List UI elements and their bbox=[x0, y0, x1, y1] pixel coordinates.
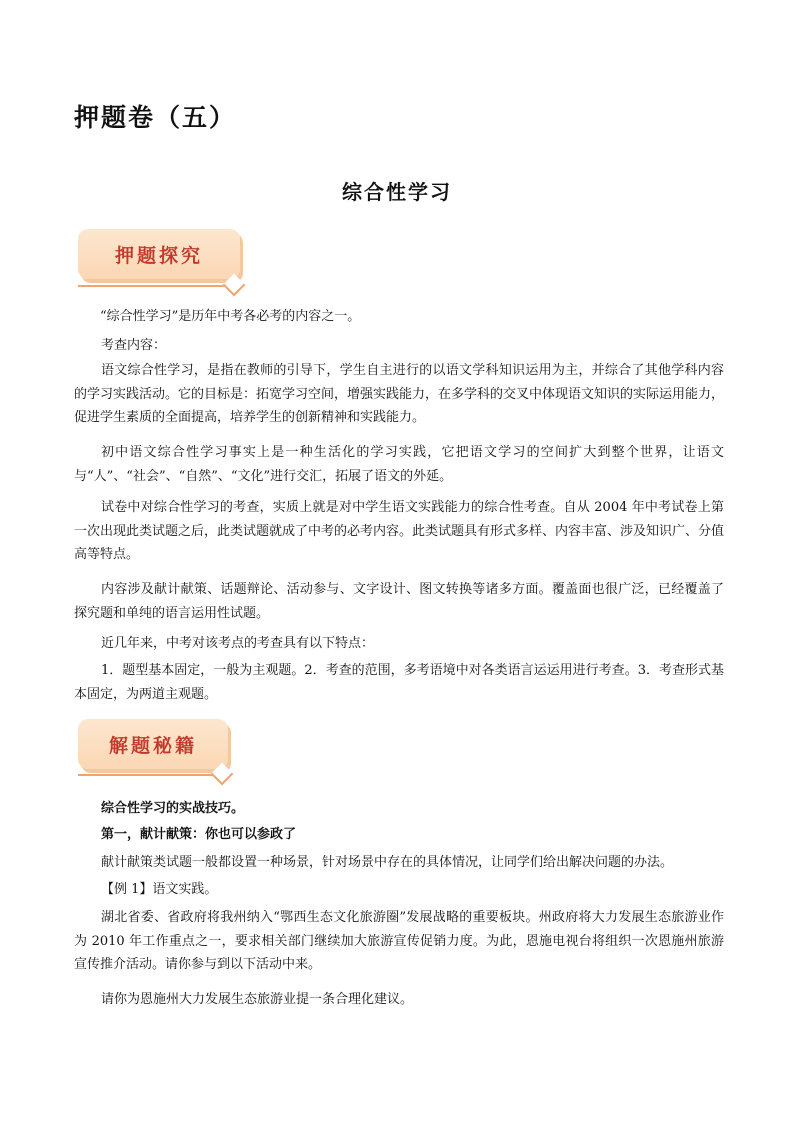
tag-underline bbox=[78, 285, 243, 287]
scope-paragraph: 内容涉及献计献策、话题辩论、活动参与、文字设计、图文转换等诸多方面。覆盖面也很广泛，已经覆盖了探究题和单纯的语言运用性试题。 bbox=[74, 582, 724, 621]
section-tag-tips: 解题秘籍 bbox=[78, 719, 228, 769]
section-tag-explore: 押题探究 bbox=[78, 229, 240, 279]
example-question: 请你为恩施州大力发展生态旅游业提一条合理化建议。 bbox=[101, 992, 414, 1007]
page-title: 押题卷（五） bbox=[74, 103, 237, 132]
example-paragraph: 湖北省委、省政府将我州纳入“鄂西生态文化旅游圈”发展战略的重要板块。州政府将大力发展生态旅游业作为 2010 年工作重点之一，要求相关部门继续加大旅游宣传促销力度。为此，恩施电视台将组织一次恩施州旅游宣传推介活动。请你参与到以下活动中来。 bbox=[74, 910, 724, 972]
intro-line: “综合性学习”是历年中考各必考的内容之一。 bbox=[100, 309, 361, 324]
features-list: 1．题型基本固定，一般为主观题。2．考查的范围，多考语境中对各类语言运运用进行考查。3．考查形式基本固定，为两道主观题。 bbox=[74, 663, 724, 702]
tip-one-heading: 第一，献计献策：你也可以参政了 bbox=[101, 827, 297, 842]
exam-history-paragraph: 试卷中对综合性学习的考查，实质上就是对中学生语文实践能力的综合性考查。自从 2004 年中考试卷上第一次出现此类试题之后，此类试题就成了中考的必考内容。此类试题具有形式多样、内容丰富、涉及知识广、分值高等特点。 bbox=[74, 500, 725, 562]
tag-underline bbox=[78, 774, 231, 776]
section-heading: 综合性学习 bbox=[342, 180, 452, 204]
definition-paragraph: 语文综合性学习，是指在教师的引导下，学生自主进行的以语文学科知识运用为主，并综合了其他学科内容的学习实践活动。它的目标是：拓宽学习空间，增强实践能力，在多学科的交叉中体现语文知识的实际运用能力，促进学生素质的全面提高，培养学生的创新精神和实践能力。 bbox=[74, 363, 725, 425]
tips-heading: 综合性学习的实战技巧。 bbox=[101, 801, 245, 816]
tip-one-paragraph: 献计献策类试题一般都设置一种场景，针对场景中存在的具体情况，让同学们给出解决问题的办法。 bbox=[101, 855, 674, 870]
practice-paragraph: 初中语文综合性学习事实上是一种生活化的学习实践，它把语文学习的空间扩大到整个世界，让语文与“人”、“社会”、“自然”、“文化”进行交汇，拓展了语文的外延。 bbox=[74, 445, 724, 484]
exam-content-label: 考查内容： bbox=[101, 338, 167, 353]
features-intro: 近几年来，中考对该考点的考查具有以下特点： bbox=[101, 636, 375, 651]
example-label: 【例 1】语文实践。 bbox=[101, 882, 218, 897]
